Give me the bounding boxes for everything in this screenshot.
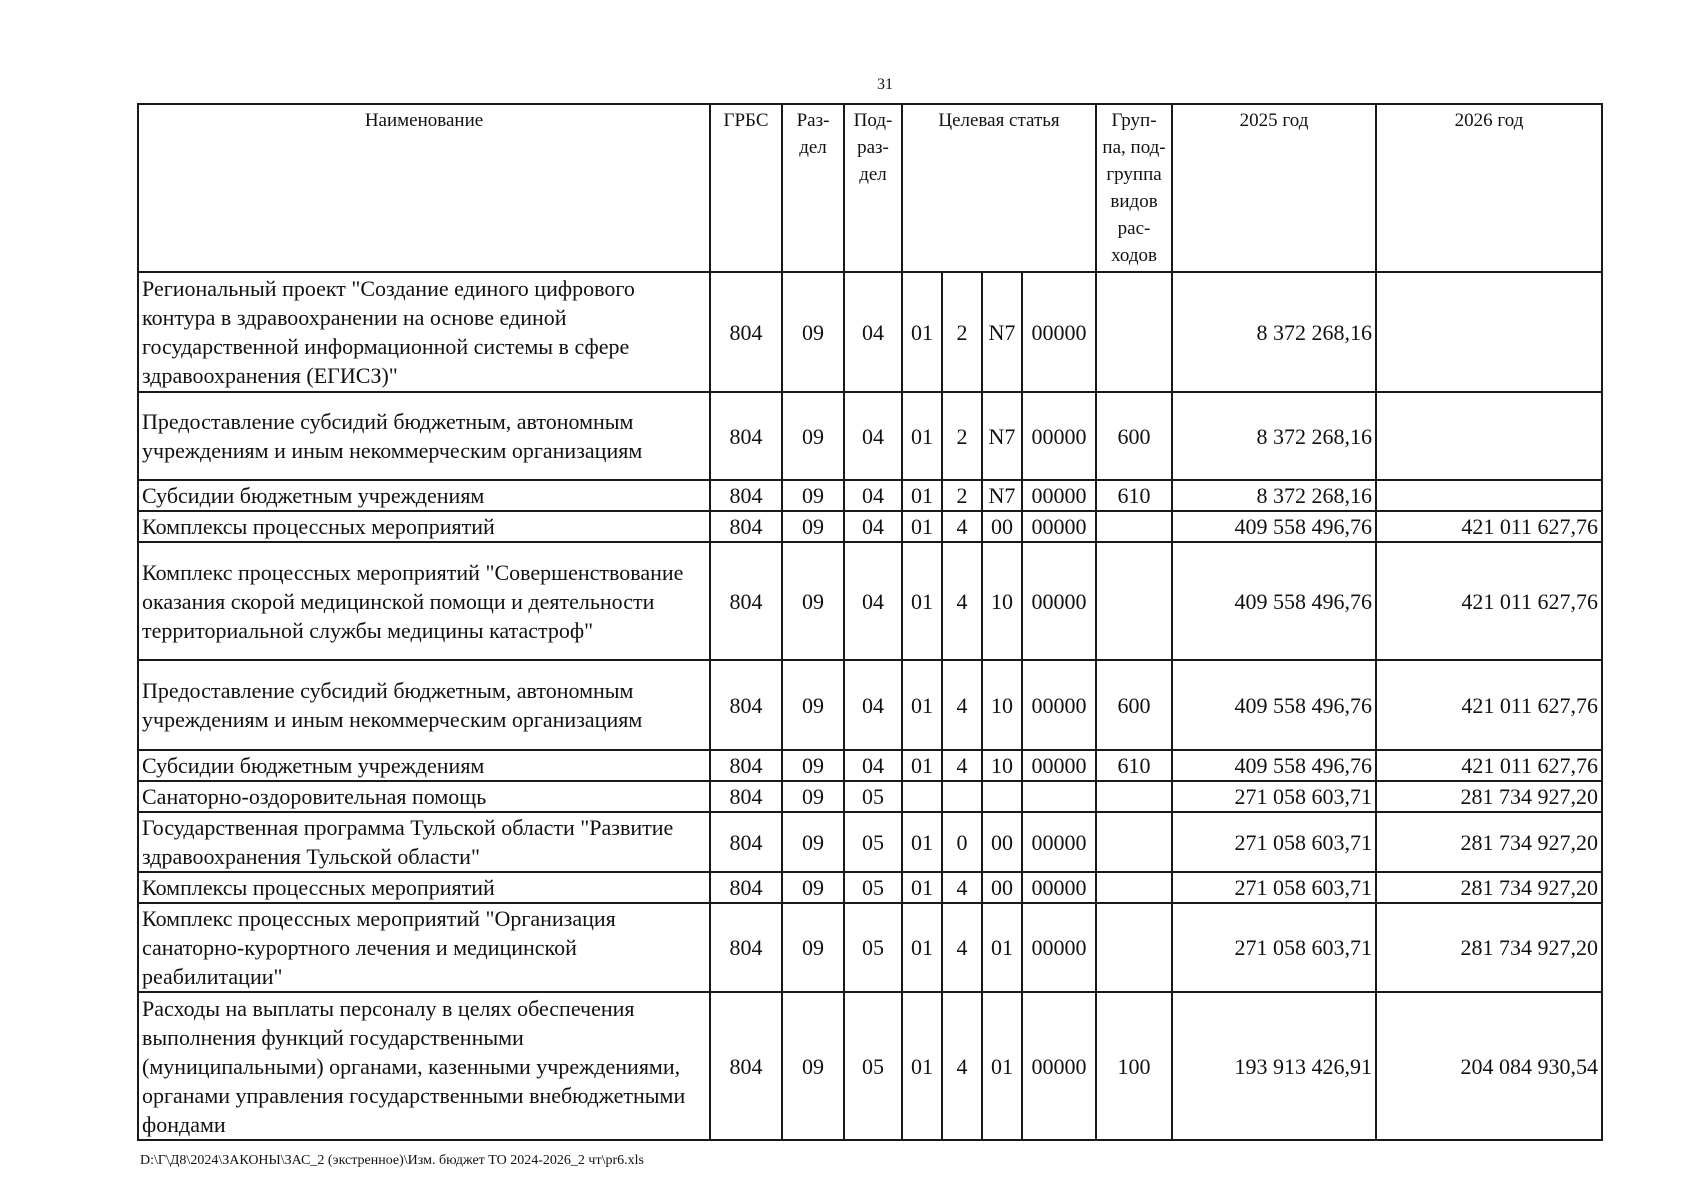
table-row — [138, 392, 1602, 480]
row-target-part-1: 01 — [902, 872, 942, 903]
row-target-part-2: 2 — [942, 272, 982, 392]
row-expense-group — [1096, 812, 1172, 872]
row-grbs: 804 — [710, 903, 782, 992]
row-target-part-1: 01 — [902, 480, 942, 511]
row-grbs: 804 — [710, 511, 782, 542]
row-grbs: 804 — [710, 272, 782, 392]
row-name: Комплекс процессных мероприятий "Совершенствование оказания скорой медицинской помощи и деятельности территориальной службы медицины катастроф" — [138, 542, 710, 660]
header-name: Наименование — [138, 104, 710, 272]
row-grbs: 804 — [710, 750, 782, 781]
row-name: Комплекс процессных мероприятий "Организация санаторно-курортного лечения и медицинской реабилитации" — [138, 903, 710, 992]
row-name: Расходы на выплаты персоналу в целях обеспечения выполнения функций государственными (муниципальными) органами, казенными учреждениями, органами управления государственными внебюджетными фондами — [138, 992, 710, 1140]
row-amount-2026: 421 011 627,76 — [1376, 750, 1602, 781]
row-name: Субсидии бюджетным учреждениям — [138, 750, 710, 781]
row-target-part-3: 10 — [982, 660, 1022, 750]
page-number: 31 — [877, 76, 893, 93]
row-grbs: 804 — [710, 542, 782, 660]
row-razdel: 09 — [782, 992, 844, 1140]
table-row — [138, 542, 1602, 660]
row-amount-2025: 409 558 496,76 — [1172, 542, 1376, 660]
row-grbs: 804 — [710, 812, 782, 872]
row-target-part-3 — [982, 781, 1022, 812]
row-target-part-1: 01 — [902, 272, 942, 392]
row-target-part-4: 00000 — [1022, 480, 1096, 511]
row-name: Субсидии бюджетным учреждениям — [138, 480, 710, 511]
table-row — [138, 480, 1602, 511]
row-target-part-4 — [1022, 781, 1096, 812]
row-amount-2025: 271 058 603,71 — [1172, 781, 1376, 812]
row-name: Санаторно-оздоровительная помощь — [138, 781, 710, 812]
row-target-part-1: 01 — [902, 812, 942, 872]
row-razdel: 09 — [782, 660, 844, 750]
row-podrazdel: 05 — [844, 903, 902, 992]
row-target-part-2: 4 — [942, 750, 982, 781]
row-razdel: 09 — [782, 542, 844, 660]
row-razdel: 09 — [782, 272, 844, 392]
row-target-part-2: 4 — [942, 872, 982, 903]
header-grbs: ГРБС — [710, 104, 782, 272]
header-expense-group: Груп- па, под- группа видов рас- ходов — [1096, 104, 1172, 272]
row-target-part-4: 00000 — [1022, 872, 1096, 903]
row-podrazdel: 04 — [844, 511, 902, 542]
row-target-part-1: 01 — [902, 903, 942, 992]
row-amount-2026: 281 734 927,20 — [1376, 903, 1602, 992]
table-row — [138, 750, 1602, 781]
row-target-part-3: 00 — [982, 812, 1022, 872]
row-target-part-2: 4 — [942, 992, 982, 1140]
table-row — [138, 272, 1602, 392]
row-target-part-4: 00000 — [1022, 812, 1096, 872]
row-amount-2026: 281 734 927,20 — [1376, 872, 1602, 903]
row-target-part-3: 01 — [982, 992, 1022, 1140]
header-2026: 2026 год — [1376, 104, 1602, 272]
row-target-part-2: 4 — [942, 542, 982, 660]
header-razdel: Раз- дел — [782, 104, 844, 272]
table-row — [138, 660, 1602, 750]
row-name: Региональный проект "Создание единого цифрового контура в здравоохранении на основе единой государственной информационной системы в сфере здравоохранения (ЕГИСЗ)" — [138, 272, 710, 392]
row-amount-2026 — [1376, 272, 1602, 392]
row-amount-2026 — [1376, 392, 1602, 480]
header-podrazdel: Под- раз- дел — [844, 104, 902, 272]
row-expense-group — [1096, 542, 1172, 660]
row-target-part-1: 01 — [902, 992, 942, 1140]
table-header-row — [138, 104, 1602, 272]
row-target-part-1: 01 — [902, 542, 942, 660]
row-target-part-2: 2 — [942, 480, 982, 511]
row-target-part-1: 01 — [902, 750, 942, 781]
row-expense-group: 600 — [1096, 660, 1172, 750]
row-amount-2025: 8 372 268,16 — [1172, 392, 1376, 480]
row-podrazdel: 05 — [844, 781, 902, 812]
row-amount-2026: 281 734 927,20 — [1376, 781, 1602, 812]
row-target-part-1 — [902, 781, 942, 812]
row-target-part-4: 00000 — [1022, 392, 1096, 480]
row-target-part-3: N7 — [982, 392, 1022, 480]
table-row — [138, 872, 1602, 903]
row-expense-group: 600 — [1096, 392, 1172, 480]
row-target-part-3: 10 — [982, 750, 1022, 781]
row-grbs: 804 — [710, 872, 782, 903]
row-grbs: 804 — [710, 992, 782, 1140]
row-amount-2025: 271 058 603,71 — [1172, 812, 1376, 872]
table-row — [138, 903, 1602, 992]
row-amount-2025: 193 913 426,91 — [1172, 992, 1376, 1140]
row-razdel: 09 — [782, 750, 844, 781]
row-target-part-4: 00000 — [1022, 272, 1096, 392]
row-target-part-3: N7 — [982, 480, 1022, 511]
row-razdel: 09 — [782, 812, 844, 872]
row-grbs: 804 — [710, 480, 782, 511]
row-amount-2026: 204 084 930,54 — [1376, 992, 1602, 1140]
row-podrazdel: 04 — [844, 272, 902, 392]
row-expense-group — [1096, 872, 1172, 903]
table-row — [138, 812, 1602, 872]
row-target-part-4: 00000 — [1022, 903, 1096, 992]
row-expense-group — [1096, 272, 1172, 392]
row-amount-2025: 409 558 496,76 — [1172, 511, 1376, 542]
table-row — [138, 781, 1602, 812]
row-target-part-1: 01 — [902, 392, 942, 480]
row-target-part-2: 4 — [942, 511, 982, 542]
header-2025: 2025 год — [1172, 104, 1376, 272]
row-target-part-3: N7 — [982, 272, 1022, 392]
row-grbs: 804 — [710, 392, 782, 480]
row-target-part-4: 00000 — [1022, 750, 1096, 781]
row-name: Предоставление субсидий бюджетным, автономным учреждениям и иным некоммерческим организациям — [138, 392, 710, 480]
row-expense-group: 100 — [1096, 992, 1172, 1140]
row-name: Комплексы процессных мероприятий — [138, 511, 710, 542]
row-podrazdel: 05 — [844, 992, 902, 1140]
row-grbs: 804 — [710, 660, 782, 750]
row-expense-group: 610 — [1096, 480, 1172, 511]
row-name: Комплексы процессных мероприятий — [138, 872, 710, 903]
row-razdel: 09 — [782, 480, 844, 511]
row-expense-group — [1096, 511, 1172, 542]
row-razdel: 09 — [782, 392, 844, 480]
budget-table — [137, 103, 1603, 1141]
row-podrazdel: 04 — [844, 480, 902, 511]
row-razdel: 09 — [782, 903, 844, 992]
row-target-part-2: 4 — [942, 660, 982, 750]
row-podrazdel: 04 — [844, 392, 902, 480]
row-amount-2025: 409 558 496,76 — [1172, 750, 1376, 781]
row-amount-2026 — [1376, 480, 1602, 511]
row-target-part-2: 4 — [942, 903, 982, 992]
row-target-part-3: 01 — [982, 903, 1022, 992]
row-target-part-1: 01 — [902, 660, 942, 750]
row-amount-2025: 8 372 268,16 — [1172, 272, 1376, 392]
row-podrazdel: 04 — [844, 660, 902, 750]
row-amount-2025: 271 058 603,71 — [1172, 903, 1376, 992]
row-podrazdel: 05 — [844, 812, 902, 872]
row-target-part-2: 0 — [942, 812, 982, 872]
row-amount-2026: 421 011 627,76 — [1376, 660, 1602, 750]
row-target-part-4: 00000 — [1022, 660, 1096, 750]
row-target-part-2 — [942, 781, 982, 812]
file-path-footer: D:\Г\Д8\2024\ЗАКОНЫ\ЗАС_2 (экстренное)\Изм. бюджет ТО 2024-2026_2 чт\pr6.xls — [140, 1153, 644, 1168]
table-row — [138, 511, 1602, 542]
row-podrazdel: 05 — [844, 872, 902, 903]
row-name: Государственная программа Тульской области "Развитие здравоохранения Тульской области" — [138, 812, 710, 872]
row-target-part-4: 00000 — [1022, 992, 1096, 1140]
row-amount-2026: 421 011 627,76 — [1376, 542, 1602, 660]
row-podrazdel: 04 — [844, 542, 902, 660]
row-name: Предоставление субсидий бюджетным, автономным учреждениям и иным некоммерческим организациям — [138, 660, 710, 750]
row-target-part-3: 00 — [982, 872, 1022, 903]
row-target-part-3: 00 — [982, 511, 1022, 542]
row-target-part-4: 00000 — [1022, 511, 1096, 542]
row-razdel: 09 — [782, 511, 844, 542]
row-amount-2026: 421 011 627,76 — [1376, 511, 1602, 542]
row-grbs: 804 — [710, 781, 782, 812]
row-razdel: 09 — [782, 872, 844, 903]
row-amount-2026: 281 734 927,20 — [1376, 812, 1602, 872]
row-razdel: 09 — [782, 781, 844, 812]
row-amount-2025: 271 058 603,71 — [1172, 872, 1376, 903]
row-amount-2025: 8 372 268,16 — [1172, 480, 1376, 511]
row-target-part-2: 2 — [942, 392, 982, 480]
table-row — [138, 992, 1602, 1140]
row-expense-group — [1096, 903, 1172, 992]
row-amount-2025: 409 558 496,76 — [1172, 660, 1376, 750]
row-expense-group — [1096, 781, 1172, 812]
row-expense-group: 610 — [1096, 750, 1172, 781]
header-target-article: Целевая статья — [902, 104, 1096, 272]
row-target-part-4: 00000 — [1022, 542, 1096, 660]
row-podrazdel: 04 — [844, 750, 902, 781]
row-target-part-3: 10 — [982, 542, 1022, 660]
row-target-part-1: 01 — [902, 511, 942, 542]
